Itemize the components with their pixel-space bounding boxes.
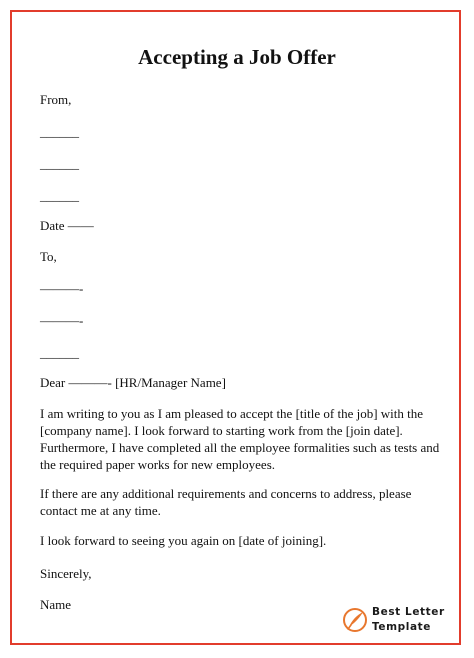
salutation: Dear ———- [HR/Manager Name]: [40, 375, 226, 390]
body-paragraph-1: I am writing to you as I am pleased to accept the [title of the job] with the [company name]. I look forward to starting work from the [join date]. Furthermore, I have completed all the employee formalities such as tests and the required paper works for new employees.: [40, 406, 440, 472]
from-line-1: ______: [40, 124, 79, 139]
brand-logo: [343, 604, 443, 636]
logo-line-1: Best Letter: [372, 606, 445, 618]
date-line: Date ——: [40, 218, 94, 233]
body-paragraph-3: I look forward to seeing you again on [date of joining].: [40, 533, 327, 548]
from-line-2: ______: [40, 156, 79, 171]
to-line-1: ———-: [40, 281, 84, 296]
quill-pen-icon: [343, 605, 369, 635]
to-line-2: ———-: [40, 313, 84, 328]
to-line-3: ______: [40, 345, 79, 360]
from-label: From,: [40, 92, 72, 107]
closing: Sincerely,: [40, 566, 92, 581]
logo-line-2: Template: [372, 621, 431, 633]
body-paragraph-2: If there are any additional requirements and concerns to address, please contact me at any time.: [40, 486, 412, 518]
from-line-3: ______: [40, 188, 79, 203]
to-label: To,: [40, 249, 57, 264]
signature-name: Name: [40, 597, 72, 612]
document-title: Accepting a Job Offer: [138, 45, 336, 69]
